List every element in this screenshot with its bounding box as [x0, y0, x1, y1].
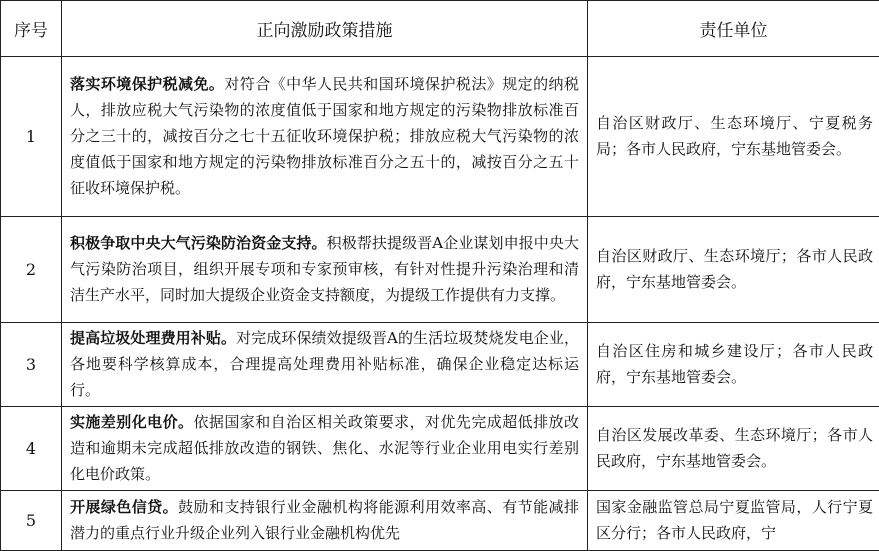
measure-body: 积极帮扶提级晋A企业谋划申报中央大气污染防治项目，组织开展专项和专家预审核，有针对性提升污染治理和清洁生产水平，同时加大提级企业资金支持额度，为提级工作提供有力支撑。 — [70, 234, 579, 304]
row-number: 5 — [1, 491, 62, 551]
measure-cell — [62, 491, 588, 551]
row-number: 3 — [1, 323, 62, 407]
dept-cell: 自治区财政厅、生态环境厅；各市人民政府，宁东基地管委会。 — [588, 217, 879, 323]
measure-title: 落实环境保护税减免。 — [70, 75, 224, 93]
header-measure: 正向激励政策措施 — [62, 1, 588, 57]
header-no: 序号 — [1, 1, 62, 57]
table-row — [1, 323, 879, 407]
measure-body: 对完成环保绩效提级晋A的生活垃圾焚烧发电企业，各地要科学核算成本，合理提高处理费用补贴标准，确保企业稳定达标运行。 — [70, 329, 579, 399]
row-number: 4 — [1, 407, 62, 491]
measure-title: 积极争取中央大气污染防治资金支持。 — [70, 234, 327, 252]
measure-title: 开展绿色信贷。 — [70, 498, 178, 516]
measure-body: 鼓励和支持银行业金融机构将能源利用效率高、有节能减排潜力的重点行业升级企业列入银行业金融机构优先 — [70, 498, 579, 542]
row-number: 1 — [1, 57, 62, 217]
measure-cell — [62, 217, 588, 323]
dept-cell: 国家金融监管总局宁夏监管局，人行宁夏区分行；各市人民政府，宁 — [588, 491, 879, 551]
dept-cell: 自治区发展改革委、生态环境厅；各市人民政府，宁东基地管委会。 — [588, 407, 879, 491]
dept-cell: 自治区财政厅、生态环境厅、宁夏税务局；各市人民政府，宁东基地管委会。 — [588, 57, 879, 217]
measure-cell — [62, 57, 588, 217]
header-dept: 责任单位 — [588, 1, 879, 57]
table-row — [1, 57, 879, 217]
measure-body: 对符合《中华人民共和国环境保护税法》规定的纳税人，排放应税大气污染物的浓度值低于国家和地方规定的污染物排放标准百分之三十的，减按百分之七十五征收环境保护税；排放应税大气污染物的浓度值低于国家和地方规定的污染物排放标准百分之五十的，减按百分之五十征收环境保护税。 — [70, 75, 579, 197]
table-header-row — [1, 1, 879, 57]
measure-title: 实施差别化电价。 — [70, 413, 194, 431]
dept-cell: 自治区住房和城乡建设厅；各市人民政府，宁东基地管委会。 — [588, 323, 879, 407]
measure-cell — [62, 323, 588, 407]
measure-cell — [62, 407, 588, 491]
table-row — [1, 491, 879, 551]
measure-title: 提高垃圾处理费用补贴。 — [70, 329, 236, 347]
table-row — [1, 407, 879, 491]
measure-body: 依据国家和自治区相关政策要求，对优先完成超低排放改造和逾期未完成超低排放改造的钢铁、焦化、水泥等行业企业用电实行差别化电价政策。 — [70, 413, 579, 483]
row-number: 2 — [1, 217, 62, 323]
table-row — [1, 217, 879, 323]
